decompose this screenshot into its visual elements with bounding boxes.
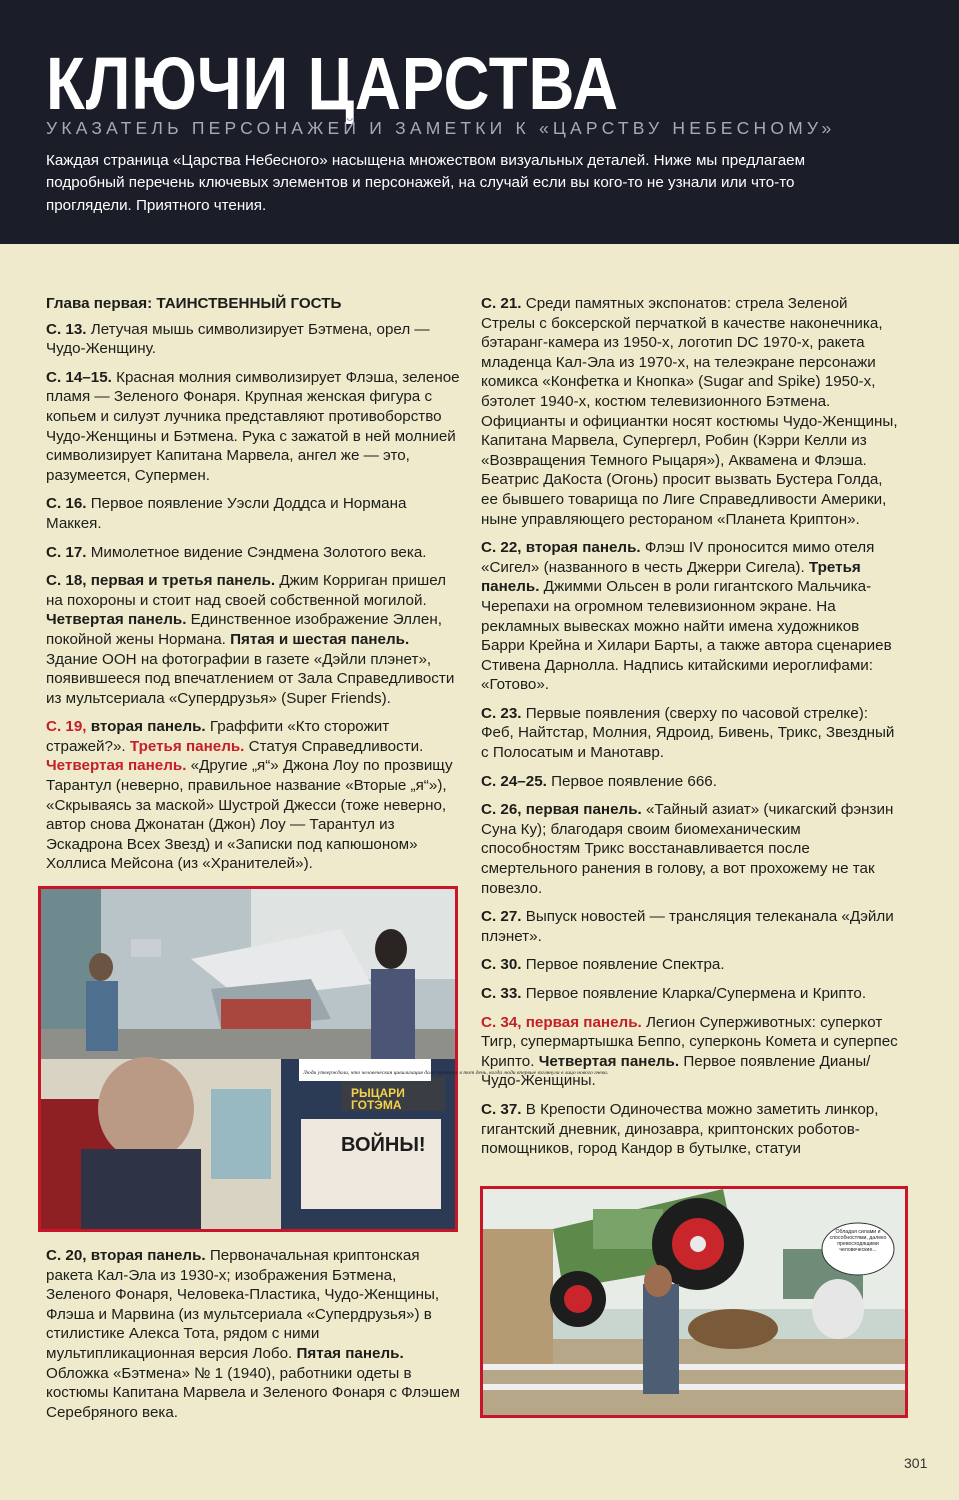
comic-sign-wars: ВОЙНЫ!: [341, 1134, 426, 1156]
intro-paragraph: Каждая страница «Царства Небесного» насыщена множеством визуальных деталей. Ниже мы предлагаем подробный перечень ключевых элементов и персонажей, на случай если вы кого-то не узнали или что-то проглядели. Приятного чтения.: [46, 152, 806, 214]
comic-panel-illustration-right: [483, 1189, 905, 1415]
entry-p18: С. 18, первая и третья панель. Джим Корриган пришел на похороны и стоит над своей собственной могилой. Четвертая панель. Единственное изображение Эллен, покойной жены Нормана. Пятая и шестая панель. Здание ООН на фотографии в газете «Дэйли плэнет», появившееся под впечатлением от Зала Справедливости из мультсериала «Супердрузья» (Super Friends).: [46, 572, 455, 707]
entry-p24-25: С. 24–25. Первое появление 666.: [481, 772, 717, 790]
chapter-heading: Глава первая: ТАИНСТВЕННЫЙ ГОСТЬ: [46, 295, 342, 312]
left-column-bottom: [46, 1246, 460, 1431]
entry-p17: С. 17. Мимолетное видение Сэндмена Золотого века.: [46, 543, 427, 561]
right-column: [481, 294, 901, 1168]
comic-sign-gotham: ГОТЭМА: [351, 1098, 402, 1112]
entry-p20: С. 20, вторая панель. Первоначальная криптонская ракета Кал-Эла из 1930-х; изображения Бэтмена, Зеленого Фонаря, Человека-Пластика, Чудо-Женщины, Флэша и Марвина (из мультсериала «Супердрузья») в стилистике Алекса Тота, рядом с ними мультипликационная версия Лобо. Пятая панель. Обложка «Бэтмена» № 1 (1940), работники одеты в костюмы Капитана Марвела и Зеленого Фонаря с Флэшем Серебряного века.: [46, 1247, 460, 1421]
entry-p22: С. 22, вторая панель. Флэш IV проносится мимо отеля «Сигел» (названного в честь Джерри Сигела). Третья панель. Джимми Ольсен в роли гигантского Мальчика-Черепахи на огромном телевизионном экране. На рекламных вывесках можно найти имена художников Барри Крейна и Хилари Барты, а также автора сценариев Стивена Дарнолла. Надпись китайскими иероглифами: «Готово».: [481, 539, 892, 694]
comic-panel-image-right: [480, 1186, 908, 1418]
header-band: [0, 0, 959, 244]
entry-p27: С. 27. Выпуск новостей — трансляция телеканала «Дэйли плэнет».: [481, 908, 894, 945]
entry-p13: С. 13. Летучая мышь символизирует Бэтмена, орел — Чудо-Женщину.: [46, 320, 430, 358]
entry-p33: С. 33. Первое появление Кларка/Супермена и Крипто.: [481, 985, 867, 1002]
left-column: [46, 294, 460, 883]
entry-p21: С. 21. Среди памятных экспонатов: стрела Зеленой Стрелы с боксерской перчаткой в качестве наконечника, бэтаранг-камера из 1950-х, логотип DC 1970-х, ракета младенца Кал-Эла из 1970-х, на телеэкране персонажи комикса «Конфетка и Кнопка» (Sugar and Spike) 1950-х, бэтолет 1940-х, костюм телевизионного Бэтмена. Официанты и официантки носят костюмы Чудо-Женщины, Капитана Марвела, Супергерл, Робин (Кэрри Келли из «Возвращения Темного Рыцаря»), Аквамена и Флэша. Беатрис ДаКоста (Огонь) просит вызвать Бустера Голда, ее бывшего товарища по Лиге Справедливости Америки, ныне управляющего рестораном «Планета Криптон».: [481, 295, 898, 528]
comic-sign-knights: РЫЦАРИ: [351, 1086, 405, 1100]
entry-p19: С. 19, вторая панель. Граффити «Кто сторожит стражей?». Третья панель. Статуя Справедливости. Четвертая панель. «Другие „я“» Джона Лоу по прозвищу Тарантул (неверно, правильное название «Вторые „я“»), «Скрываясь за маской» Шустрой Джесси (тоже неверно, автор снова Джонатан (Джон) Лоу — Тарантул из Эскадрона Всех Звезд) и «Записки под капюшоном» Холлиса Мейсона (из «Хранителей»).: [46, 718, 453, 873]
comic-speech-bubble: Обладая силами и способностями, далеко превосходящими человеческие...: [829, 1229, 887, 1253]
entry-p34: С. 34, первая панель. Легион Суперживотных: суперкот Тигр, супермартышка Беппо, суперконь Комета и суперпес Крипто. Четвертая панель. Первое появление Дианы/Чудо-Женщины.: [481, 1013, 898, 1090]
page-number: 301: [904, 1455, 928, 1471]
entry-p14-15: С. 14–15. Красная молния символизирует Флэша, зеленое пламя — Зеленого Фонаря. Крупная женская фигура с копьем и силуэт лучника представляют противоборство Чудо-Женщины и Бэтмена. Рука с зажатой в ней молнией символизирует Капитана Марвела, ангел же — это, разумеется, Супермен.: [46, 368, 460, 484]
entry-p37: С. 37. В Крепости Одиночества можно заметить линкор, гигантский дневник, динозавра, криптонских роботов-помощников, город Кандор в бутылке, статуи: [481, 1100, 879, 1158]
entry-p23: С. 23. Первые появления (сверху по часовой стрелке): Феб, Найтстар, Молния, Ядроид, Бивень, Трикс, Звездный с Полосатым и Манотавр.: [481, 704, 895, 762]
entry-p26: С. 26, первая панель. «Тайный азиат» (чикагский фэнзин Суна Ку); благодаря своим биомеханическим способностям Трикс восстанавливается после смертельного ранения в голову, а вот прохожему не так повезло.: [481, 801, 894, 897]
page-title: КЛЮЧИ ЦАРСТВА: [46, 42, 619, 125]
comic-caption: Люди утверждали, что человеческая цивилизация дала трещину в тот день, когда люди впервые взглянули в лицо нового гнева.: [303, 1070, 609, 1076]
entry-p16: С. 16. Первое появление Уэсли Доддса и Нормана Маккея.: [46, 495, 407, 532]
entry-p30: С. 30. Первое появление Спектра.: [481, 956, 725, 974]
page-subtitle: УКАЗАТЕЛЬ ПЕРСОНАЖЕЙ И ЗАМЕТКИ К «ЦАРСТВУ НЕБЕСНОМУ»: [46, 118, 836, 138]
